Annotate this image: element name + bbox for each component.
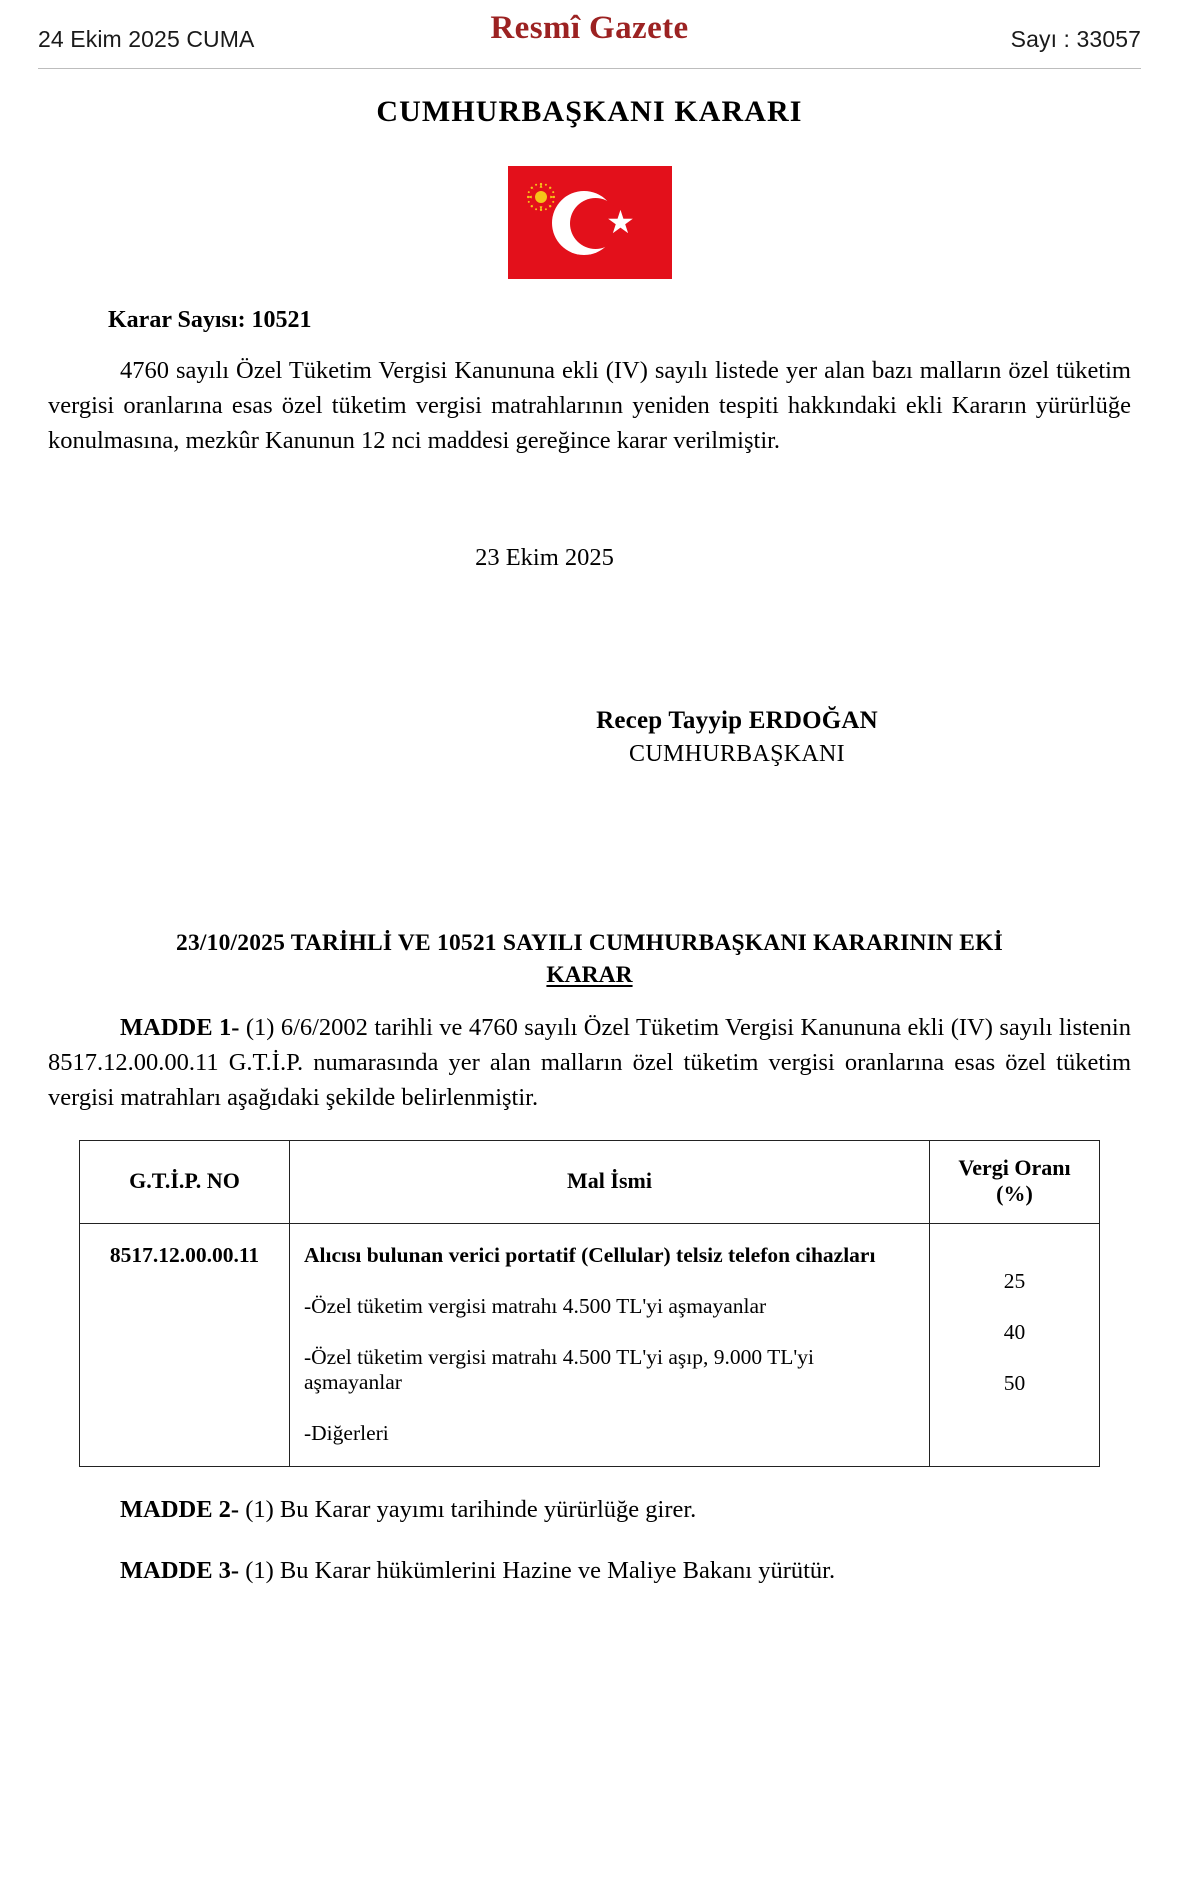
header-tax-rate [930, 1140, 1100, 1223]
madde-2 [38, 1493, 1141, 1528]
signatory-name: Recep Tayyip ERDOĞAN [596, 707, 878, 735]
rate-spacer [936, 1243, 1093, 1269]
goods-bracket-1: -Özel tüketim vergisi matrahı 4.500 TL'yi aşmayanlar [304, 1293, 767, 1318]
page-title: CUMHURBAŞKANI KARARI [376, 95, 803, 128]
star-icon: ★ [606, 203, 635, 241]
tax-rate-table [79, 1140, 1100, 1467]
goods-heading: Alıcısı bulunan verici portatif (Cellular) telsiz telefon cihazları [304, 1242, 876, 1267]
header-tax-rate-line1: Vergi Oranı [958, 1154, 1071, 1180]
header-gtip-no: G.T.İ.P. NO [80, 1140, 290, 1223]
cell-goods-description [290, 1223, 930, 1466]
table-header-row [80, 1140, 1100, 1223]
goods-bracket-2: -Özel tüketim vergisi matrahı 4.500 TL'yi aşıp, 9.000 TL'yi aşmayanlar [304, 1344, 814, 1394]
masthead [38, 0, 1141, 62]
header-tax-rate-line2: (%) [996, 1180, 1033, 1206]
table-head [80, 1140, 1100, 1223]
decision-paragraph: 4760 sayılı Özel Tüketim Vergisi Kanununa ekli (IV) sayılı listede yer alan bazı malların özel tüketim vergisi oranlarına esas özel tüketim vergisi matrahlarının yeniden tespiti hakkındaki ekli Kararın yürürlüğe konulmasına, mezkûr Kanunun 12 nci maddesi gereğince karar verilmiştir. [48, 357, 1131, 454]
madde-2-text: (1) Bu Karar yayımı tarihinde yürürlüğe girer. [239, 1495, 697, 1523]
masthead-date: 24 Ekim 2025 CUMA [38, 25, 255, 52]
annex-section [38, 926, 1141, 1588]
masthead-title: Resmî Gazete [490, 10, 689, 46]
header-goods-name: Mal İsmi [290, 1140, 930, 1223]
goods-bracket-3: -Diğerleri [304, 1420, 389, 1445]
turkish-flag-icon [508, 166, 672, 279]
table-body [80, 1223, 1100, 1466]
cell-gtip-code: 8517.12.00.00.11 [80, 1223, 290, 1466]
decision-date: 23 Ekim 2025 [475, 544, 614, 572]
document-body [38, 307, 1141, 1588]
table-row [80, 1223, 1100, 1466]
madde-3 [38, 1554, 1141, 1589]
cell-tax-rates [930, 1223, 1100, 1466]
madde-1 [38, 1011, 1141, 1115]
rate-bracket-3: 50 [1003, 1370, 1026, 1395]
annex-title: 23/10/2025 TARİHLİ VE 10521 SAYILI CUMHURBAŞKANI KARARININ EKİ [176, 930, 1003, 957]
flag-container [0, 166, 1179, 279]
rate-bracket-2: 40 [1003, 1319, 1026, 1344]
signatory-role: CUMHURBAŞKANI [629, 741, 845, 768]
decision-number: Karar Sayısı: 10521 [108, 307, 312, 333]
madde-1-label: MADDE 1- [120, 1014, 240, 1042]
masthead-issue-number: Sayı : 33057 [1010, 25, 1141, 52]
masthead-divider [38, 68, 1141, 69]
madde-2-label: MADDE 2- [120, 1495, 240, 1523]
rate-bracket-1: 25 [1003, 1268, 1026, 1293]
madde-1-text: (1) 6/6/2002 tarihli ve 4760 sayılı Özel Tüketim Vergisi Kanununa ekli (IV) sayılı listenin 8517.12.00.00.11 G.T.İ.P. numarasında yer alan malların özel tüketim vergisi oranlarına esas özel tüketim vergisi matrahları aşağıdaki şekilde belirlenmiştir. [48, 1014, 1131, 1111]
annex-subtitle: KARAR [546, 962, 633, 989]
madde-3-text: (1) Bu Karar hükümlerini Hazine ve Maliye Bakanı yürütür. [239, 1556, 836, 1584]
madde-3-label: MADDE 3- [120, 1556, 240, 1584]
signature-block [38, 707, 1141, 768]
